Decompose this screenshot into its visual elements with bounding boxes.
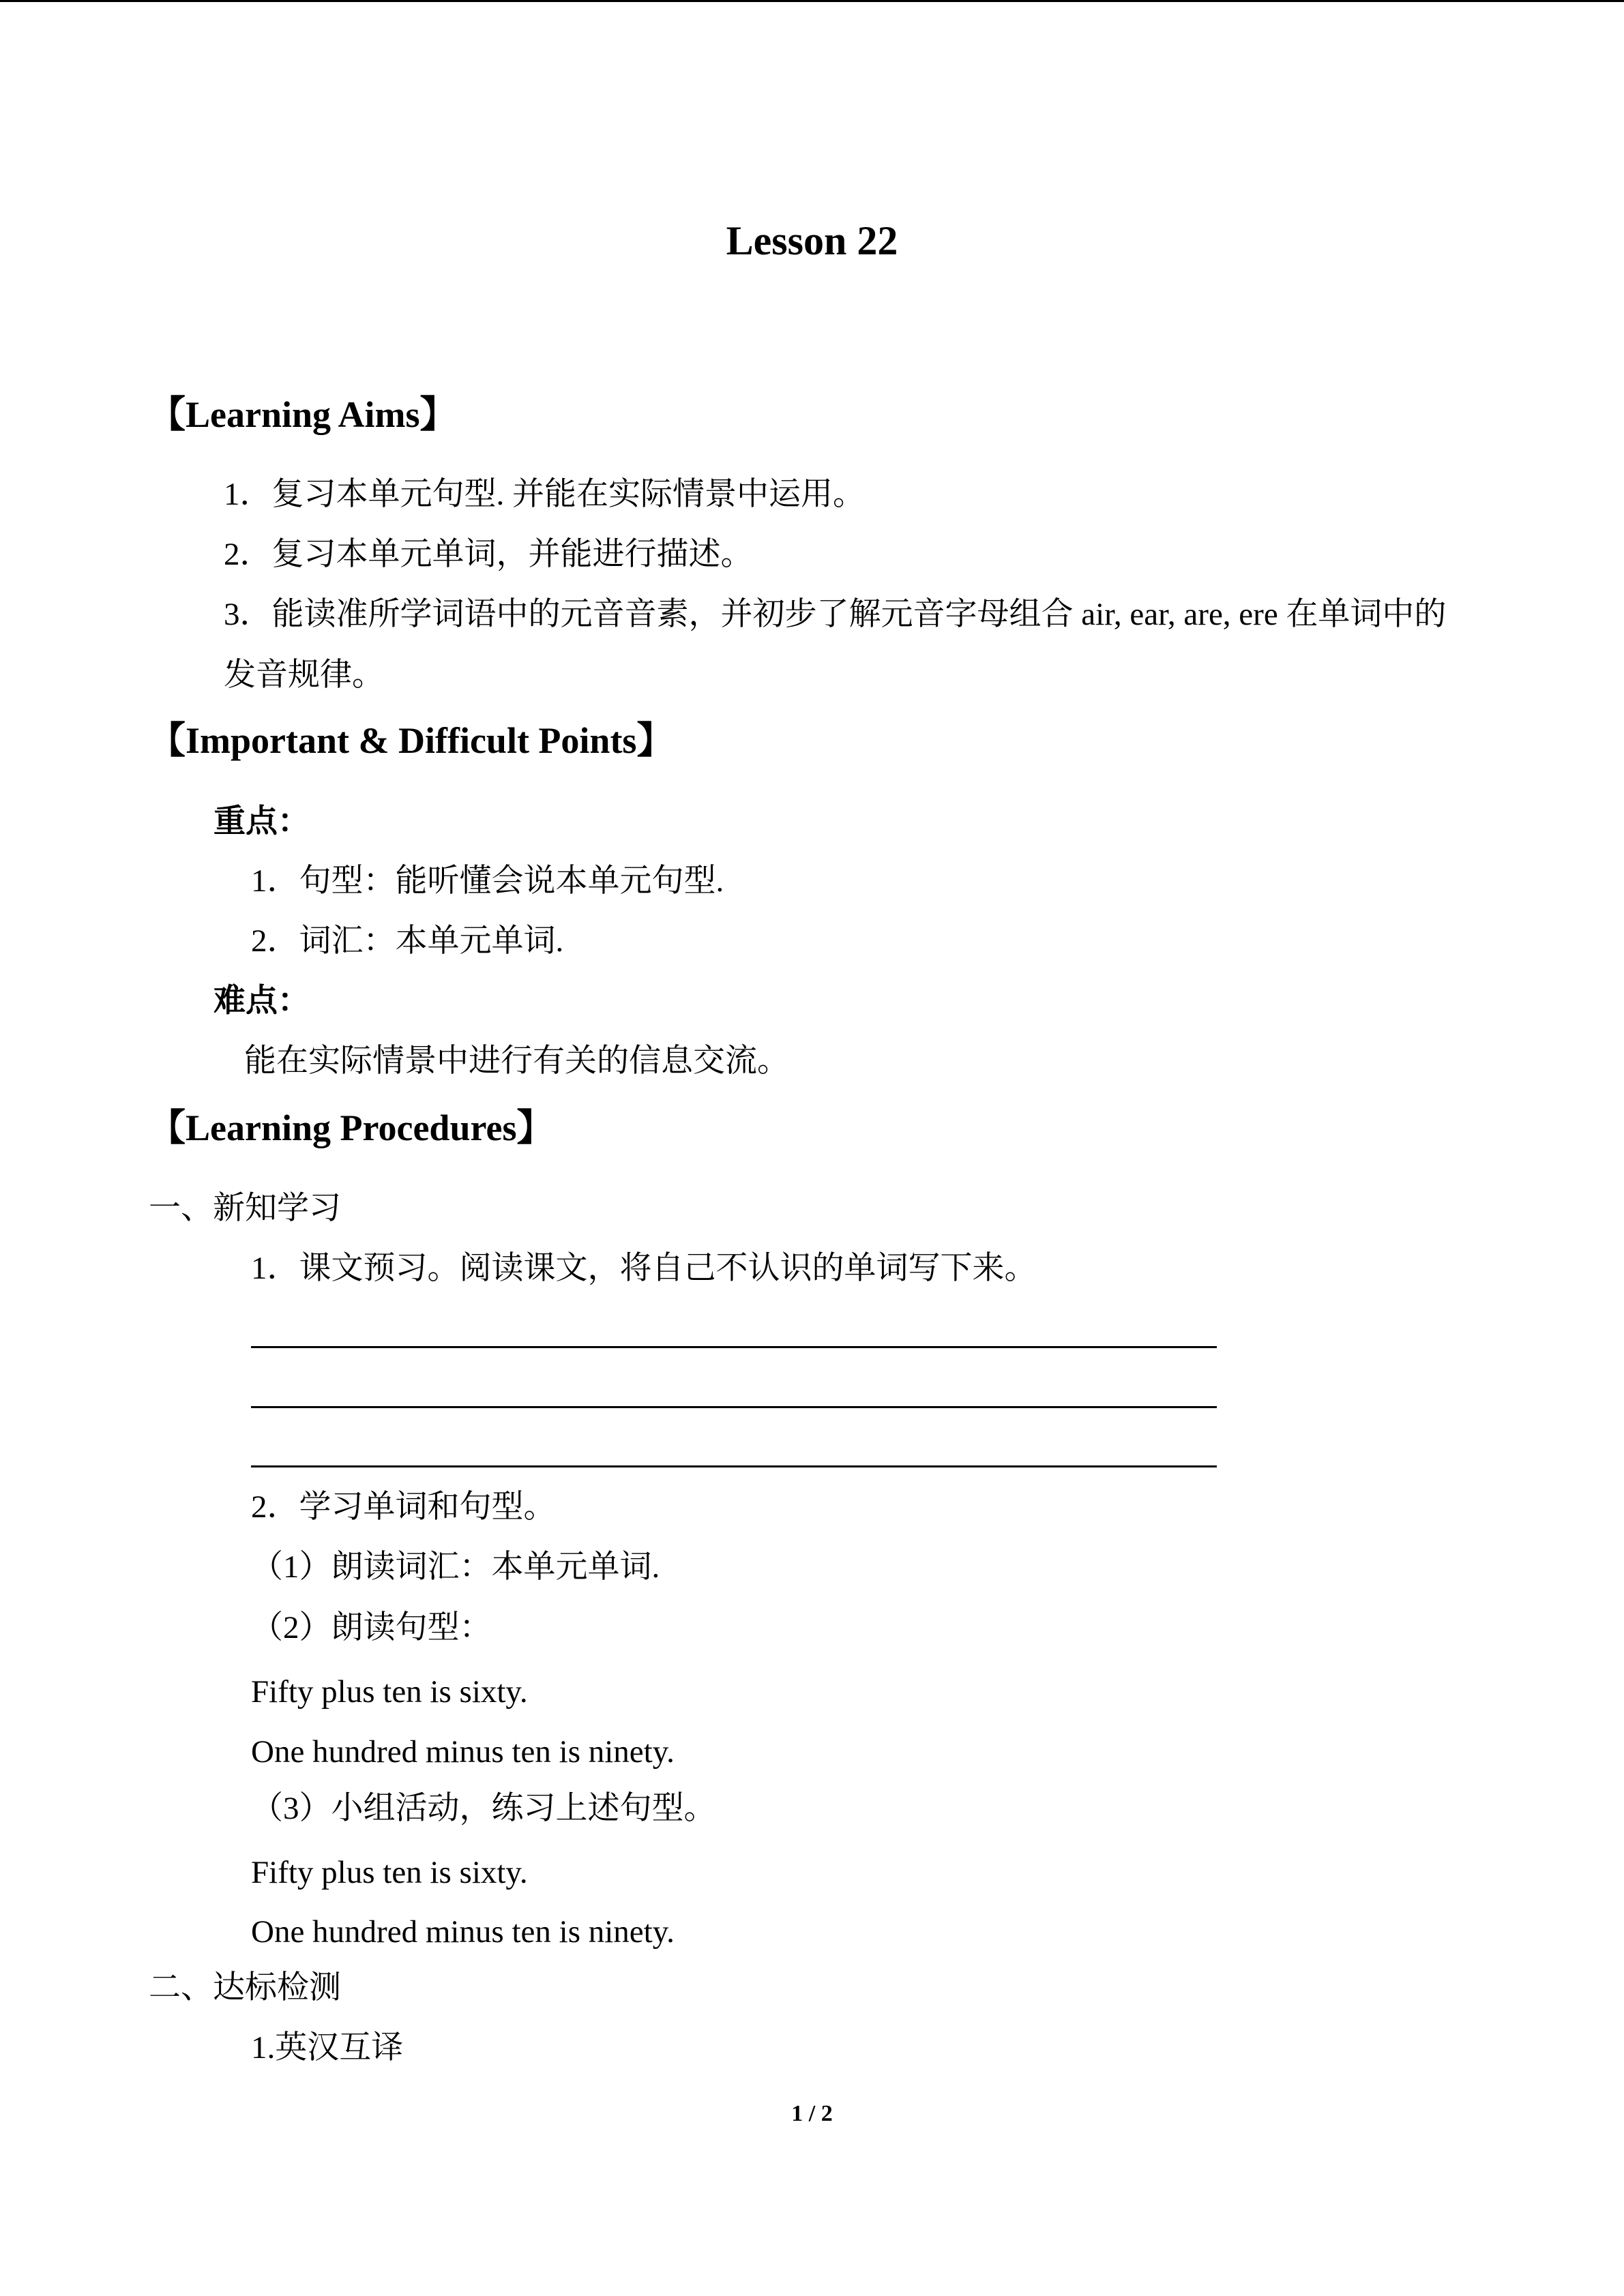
example-sentence-1: Fifty plus ten is sixty. — [251, 1674, 528, 1710]
answer-line-2 — [251, 1406, 1217, 1408]
step-1-text: 1．课文预习。阅读课文，将自己不认识的单词写下来。 — [251, 1251, 1037, 1286]
learning-aims-heading: 【Learning Aims】 — [149, 394, 457, 435]
answer-line-3 — [251, 1465, 1217, 1467]
page-top-border — [0, 0, 1624, 2]
learning-procedures-heading: 【Learning Procedures】 — [149, 1107, 554, 1148]
difficult-point-text: 能在实际情景中进行有关的信息交流。 — [244, 1043, 789, 1079]
key-point-1: 1．句型：能听懂会说本单元句型. — [251, 863, 724, 899]
part-1-title: 一、新知学习 — [149, 1191, 341, 1226]
sub-step-3: （3）小组活动，练习上述句型。 — [251, 1791, 716, 1826]
example-sentence-2: One hundred minus ten is ninety. — [251, 1734, 675, 1770]
page-number: 1 / 2 — [791, 2101, 833, 2126]
step-2-text: 2．学习单词和句型。 — [251, 1489, 556, 1525]
sub-step-2: （2）朗读句型： — [251, 1610, 492, 1645]
example-sentence-4: One hundred minus ten is ninety. — [251, 1914, 675, 1950]
part-2-title: 二、达标检测 — [149, 1970, 341, 2006]
key-points-label: 重点： — [213, 804, 310, 839]
difficult-points-label: 难点： — [213, 983, 310, 1019]
page-title: Lesson 22 — [726, 218, 898, 263]
important-points-heading: 【Important & Difficult Points】 — [149, 720, 674, 761]
key-point-2: 2．词汇：本单元单词. — [251, 923, 564, 959]
example-sentence-3: Fifty plus ten is sixty. — [251, 1855, 528, 1890]
sub-step-1: （1）朗读词汇：本单元单词. — [251, 1549, 660, 1585]
aim-item-3: 3．能读准所学词语中的元音音素，并初步了解元音字母组合 air, ear, are, ere 在单词中的 — [224, 597, 1447, 632]
aim-item-1: 1．复习本单元句型. 并能在实际情景中运用。 — [224, 477, 865, 512]
part-2-item-1: 1.英汉互译 — [251, 2030, 404, 2066]
aim-item-2: 2．复习本单元单词，并能进行描述。 — [224, 537, 753, 572]
answer-line-1 — [251, 1346, 1217, 1348]
aim-item-3-continued: 发音规律。 — [224, 657, 384, 693]
